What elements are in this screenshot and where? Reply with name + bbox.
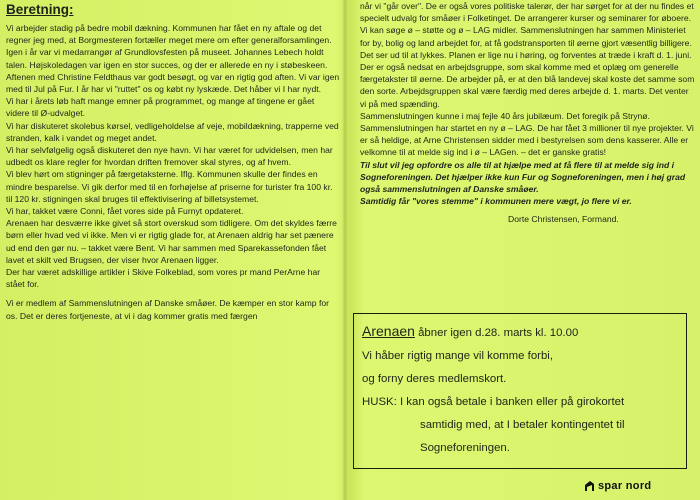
appeal-join: Til slut vil jeg opfordre os alle til at hjælpe med at få flere til at melde sig ind i Sogneforeningen. Det hjælper ikke kun Fur og Sogneforeningen, men i høj grad også sammenslutningen af Danske småøer. <box>360 159 686 195</box>
notice-line-association: Sogneforeningen. <box>420 442 510 454</box>
paragraph-events: Igen i år var vi medarrangør af Grundlovsfesten på museet. Johannes Lebech holdt talen. Højskoledagen var igen en stor succes, og der er allerede en ny i støbeskeen. Aftenen med Christine Feldthaus var godt besøgt, og var en rigtig god aften. Vi var igen med til Jul på Fur. I år har vi "ruttet" os og købt ny lyskæde. Det håber vi I har nydt. <box>6 47 340 95</box>
notice-line-renew: og forny deres medlemskort. <box>362 373 507 385</box>
paragraph-small-islands: Vi er medlem af Sammenslutningen af Danske småøer. De kæmper en stor kamp for os. Det er deres fortjeneste, at vi i dag kommer gratis med færgen <box>6 298 330 321</box>
spar-nord-logo <box>584 480 651 492</box>
notice-line-payment: samtidig med, at I betaler kontingentet til <box>420 419 625 431</box>
page-fold <box>342 0 348 500</box>
paragraph-ferry-working-group: Der er også nedsat en arbejdsgruppe, som skal komme med et oplæg om generelle færgetakster til øerne. De arbejder på, er at den blå landevej skal koste det samme som den sorte. Arbejdsgruppen skal være færdig med deres arbejde d. 1. marts. Det venter vi på med spænding. <box>360 62 695 109</box>
appeal-voice: Samtidig får "vores stemme" i kommunen mere vægt, jo flere vi er. <box>360 196 632 207</box>
paragraph-program: Vi har i årets løb haft mange emner på programmet, og mange af tingene er gået videre til Ø-udvalget. <box>6 96 315 119</box>
paragraph-mobile-coverage: Vi arbejder stadig på bedre mobil dækning. Kommunen har fået en ny aftale og det regner jeg med, at Borgmesteren fortæller meget mere om efter generalforsamlingen. <box>6 23 332 46</box>
logo-wordmark: spar nord <box>598 480 652 492</box>
paragraph-harbour: Vi har selvfølgelig også diskuteret den nye havn. Vi har været for udvidelsen, men har udbedt os klare regler for hvordan driften fremover skal styres, og af hvem. <box>6 145 333 168</box>
paragraph-political-voice: når vi "går over". De er også vores politiske talerør, der har sørget for at der nu findes et specielt udvalg for småøer i Folketinget. De arrangerer kurser og seminarer for øboere. Vi kan søge ø – støtte og ø – LAG midler. Sammenslutningen har sammen Ministeriet for by, bolig og land arbejdet for, at få godstransporten til øerne gjort væsentlig billigere. Det ser ud til at lykkes. Planen er lige nu i høring, og forventes at træde i kraft d. 1. juni. <box>360 1 694 60</box>
paragraph-arena: Arenaen har desværre ikke givet så stort overskud som tidligere. Om det skyldes færre børn eller hvad ved vi ikke. Men vi er rigtig glade for, at Arenaen aldrig har set pænere ud end den gør nu. – takket være Bent. Vi har sammen med Sparekassefonden fået lavet et skilt ved Brugsen, der viser hvor Arenaen ligger. <box>6 218 337 265</box>
notice-line-welcome: Vi håber rigtig mange vil komme forbi, <box>362 350 553 362</box>
notice-line-reminder: HUSK: I kan også betale i banken eller på girokortet <box>362 396 625 408</box>
paragraph-website: Vi har, takket være Conni, fået vores side på Furnyt opdateret. <box>6 206 244 217</box>
paragraph-anniversary: Sammenslutningen kunne i maj fejle 40 års jubilæum. Det foregik på Strynø. <box>360 110 650 121</box>
arena-notice-box <box>353 313 687 469</box>
paragraph-discussions: Vi har diskuteret skolebus kørsel, vedligeholdelse af veje, mobildækning, trapperne ved stranden, kalk i vandet og meget andet. <box>6 120 339 143</box>
report-heading: Beretning: <box>6 2 74 17</box>
paragraph-articles: Der har været adskillige artikler i Skive Folkeblad, som vores pr mand PerArne har stået for. <box>6 267 321 290</box>
paragraph-new-lag: Sammenslutningen har startet en ny ø – LAG. De har fået 3 millioner til nye projekter. Vi er så heldige, at Arne Christensen sidder med i bestyrelsen som dens kasserer. Alle er velkomne til at melde sig ind i ø – LAGen. – det er ganske gratis! <box>360 123 694 158</box>
paragraph-ferry-fares: Vi blev hørt om stigninger på færgetaksterne. Iflg. Kommunen skulle der findes en mindre besparelse. Vi gik derfor med til en forhøjelse af priserne for turister fra 100 kr. til 120 kr. stigningen skal bruges til effektivisering af billetsystemet. <box>6 169 333 204</box>
notice-opening-date: åbner igen d.28. marts kl. 10.00 <box>414 327 579 339</box>
spar-nord-logo-icon <box>584 480 595 492</box>
notice-headline <box>362 320 678 345</box>
signature: Dorte Christensen, Formand. <box>508 214 619 225</box>
left-column <box>4 2 340 322</box>
notice-title: Arenaen <box>362 323 415 339</box>
right-column <box>360 0 696 225</box>
